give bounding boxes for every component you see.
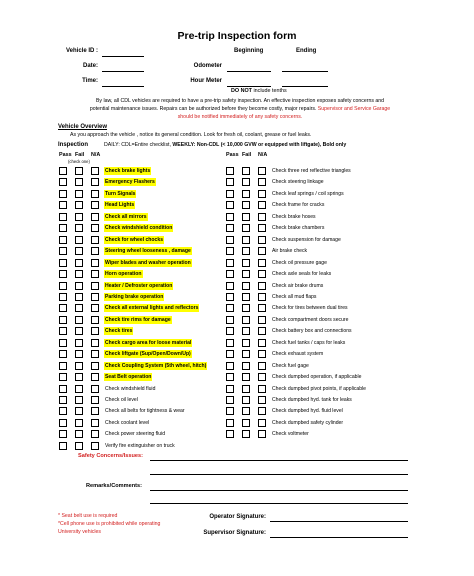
- fail-checkbox[interactable]: [75, 224, 83, 232]
- na-checkbox[interactable]: [258, 373, 266, 381]
- pass-checkbox[interactable]: [59, 282, 67, 290]
- checklist-item-label: Check all mud flaps: [272, 293, 317, 300]
- fail-checkbox[interactable]: [75, 419, 83, 427]
- pass-checkbox[interactable]: [59, 236, 67, 244]
- na-checkbox[interactable]: [258, 430, 266, 438]
- fail-checkbox[interactable]: [75, 430, 83, 438]
- fail-checkbox[interactable]: [75, 259, 83, 267]
- fail-checkbox[interactable]: [242, 190, 250, 198]
- checklist-item-label: Check fuel tanks / caps for leaks: [272, 339, 346, 346]
- na-checkbox[interactable]: [91, 293, 99, 301]
- pass-checkbox[interactable]: [59, 270, 67, 278]
- na-checkbox[interactable]: [258, 201, 266, 209]
- pass-checkbox[interactable]: [226, 259, 234, 267]
- footer-notes: [58, 512, 160, 536]
- fail-checkbox[interactable]: [242, 419, 250, 427]
- na-checkbox[interactable]: [258, 259, 266, 267]
- vehicle-overview-text: As you approach the vehicle , notice its general condition. Look for fresh oil, coolant, grease or fuel leaks.: [70, 132, 312, 138]
- na-checkbox[interactable]: [91, 178, 99, 186]
- checklist-item-label: Check all external lights and reflectors: [105, 305, 199, 312]
- supervisor-signature-label: Supervisor Signature:: [203, 530, 266, 536]
- pass-checkbox[interactable]: [226, 316, 234, 324]
- na-checkbox[interactable]: [91, 270, 99, 278]
- fail-checkbox[interactable]: [242, 201, 250, 209]
- fail-checkbox[interactable]: [242, 362, 250, 370]
- fail-header-left: Fail: [75, 152, 85, 158]
- fail-checkbox[interactable]: [242, 259, 250, 267]
- ending-label: Ending: [296, 48, 317, 54]
- intro-line-3: should be notified immediately of any safety concerns.: [177, 114, 303, 120]
- na-checkbox[interactable]: [258, 385, 266, 393]
- remarks-label: Remarks/Comments:: [86, 483, 142, 489]
- pass-checkbox[interactable]: [226, 270, 234, 278]
- pass-checkbox[interactable]: [226, 373, 234, 381]
- pass-checkbox[interactable]: [59, 316, 67, 324]
- na-checkbox[interactable]: [91, 259, 99, 267]
- na-checkbox[interactable]: [91, 419, 99, 427]
- checklist-item-label: Check windshield condition: [105, 225, 173, 232]
- na-checkbox[interactable]: [91, 190, 99, 198]
- fail-checkbox[interactable]: [75, 213, 83, 221]
- beginning-label: Beginning: [234, 48, 264, 54]
- checklist-item-label: Check coolant level: [105, 419, 150, 426]
- fail-checkbox[interactable]: [75, 396, 83, 404]
- na-checkbox[interactable]: [258, 304, 266, 312]
- fail-checkbox[interactable]: [242, 385, 250, 393]
- pass-checkbox[interactable]: [226, 339, 234, 347]
- checklist-item-label: Check for wheel chocks: [105, 236, 164, 243]
- date-label: Date:: [82, 63, 98, 69]
- fail-checkbox[interactable]: [242, 213, 250, 221]
- intro-paragraph: [40, 97, 440, 121]
- pass-checkbox[interactable]: [59, 293, 67, 301]
- fail-checkbox[interactable]: [75, 327, 83, 335]
- na-checkbox[interactable]: [91, 213, 99, 221]
- pass-checkbox[interactable]: [59, 304, 67, 312]
- time-field[interactable]: [102, 86, 144, 87]
- fail-checkbox[interactable]: [242, 282, 250, 290]
- na-checkbox[interactable]: [91, 396, 99, 404]
- na-checkbox[interactable]: [258, 407, 266, 415]
- odometer-ending-field[interactable]: [282, 71, 328, 72]
- fail-checkbox[interactable]: [242, 270, 250, 278]
- hour-meter-ending-field[interactable]: [282, 86, 328, 87]
- checklist-item-label: Verify fire extinguisher on truck: [105, 442, 175, 449]
- page-title: Pre-trip Inspection form: [177, 30, 297, 42]
- na-checkbox[interactable]: [258, 316, 266, 324]
- pass-checkbox[interactable]: [59, 247, 67, 255]
- fail-checkbox[interactable]: [75, 385, 83, 393]
- na-checkbox[interactable]: [258, 327, 266, 335]
- pass-checkbox[interactable]: [59, 178, 67, 186]
- fail-checkbox[interactable]: [75, 167, 83, 175]
- safety-concerns-label: Safety Concerns/Issues:: [78, 453, 143, 459]
- seat-belt-note: * Seat belt use is required: [58, 513, 118, 519]
- safety-concerns-line-2[interactable]: [150, 474, 408, 475]
- pass-checkbox[interactable]: [59, 396, 67, 404]
- pass-checkbox[interactable]: [226, 224, 234, 232]
- odometer-beginning-field[interactable]: [227, 71, 271, 72]
- na-checkbox[interactable]: [91, 224, 99, 232]
- fail-checkbox[interactable]: [75, 350, 83, 358]
- fail-checkbox[interactable]: [75, 339, 83, 347]
- pass-checkbox[interactable]: [59, 362, 67, 370]
- na-checkbox[interactable]: [91, 282, 99, 290]
- university-vehicles-note: University vehicles: [58, 529, 101, 535]
- checklist-item-label: Check fuel gage: [272, 362, 309, 369]
- na-checkbox[interactable]: [258, 247, 266, 255]
- checklist-item-label: Horn operation: [105, 271, 142, 278]
- intro-line-1: By law, all CDL vehicles are required to have a pre-trip safety inspection. An effective inspection exposes safety concerns and: [95, 98, 385, 104]
- pass-checkbox[interactable]: [59, 213, 67, 221]
- pass-checkbox[interactable]: [59, 167, 67, 175]
- na-checkbox[interactable]: [258, 236, 266, 244]
- fail-checkbox[interactable]: [242, 304, 250, 312]
- checklist-item-label: Wiper blades and washer operation: [105, 259, 191, 266]
- checklist-item-label: Check tire rims for damage: [105, 316, 171, 323]
- odometer-label: Odometer: [193, 63, 222, 69]
- tenths-note: DO NOT include tenths: [231, 88, 287, 94]
- remarks-line-1[interactable]: [150, 490, 408, 491]
- na-checkbox[interactable]: [91, 316, 99, 324]
- fail-checkbox[interactable]: [75, 270, 83, 278]
- pass-checkbox[interactable]: [226, 396, 234, 404]
- fail-checkbox[interactable]: [242, 293, 250, 301]
- na-checkbox[interactable]: [91, 201, 99, 209]
- pass-checkbox[interactable]: [59, 190, 67, 198]
- na-checkbox[interactable]: [258, 350, 266, 358]
- fail-checkbox[interactable]: [242, 373, 250, 381]
- pass-checkbox[interactable]: [226, 178, 234, 186]
- pass-checkbox[interactable]: [226, 350, 234, 358]
- fail-checkbox[interactable]: [242, 396, 250, 404]
- checklist-item-label: Check leaf springs / coil springs: [272, 190, 344, 197]
- pass-checkbox[interactable]: [59, 385, 67, 393]
- checklist-item-label: Check battery box and connections: [272, 328, 352, 335]
- pass-checkbox[interactable]: [226, 419, 234, 427]
- fail-checkbox[interactable]: [75, 362, 83, 370]
- na-checkbox[interactable]: [91, 385, 99, 393]
- checklist-item-label: Check exhaust system: [272, 351, 324, 358]
- na-checkbox[interactable]: [258, 167, 266, 175]
- fail-header-right: Fail: [242, 152, 252, 158]
- checklist-item-label: Check all mirrors: [105, 213, 147, 220]
- checklist-item-label: Seat Belt operation: [105, 374, 152, 381]
- checklist-item-label: Check dumpbed pivot points, if applicable: [272, 385, 367, 392]
- checklist-item-label: Air brake check: [272, 248, 308, 255]
- cell-phone-note: *Cell phone use is prohibited while operating: [58, 521, 161, 527]
- fail-checkbox[interactable]: [75, 247, 83, 255]
- fail-checkbox[interactable]: [242, 430, 250, 438]
- checklist-item-label: Check all belts for tightness & wear: [105, 408, 185, 415]
- pass-checkbox[interactable]: [226, 247, 234, 255]
- na-checkbox[interactable]: [258, 213, 266, 221]
- pass-checkbox[interactable]: [59, 259, 67, 267]
- fail-checkbox[interactable]: [75, 282, 83, 290]
- pass-checkbox[interactable]: [59, 419, 67, 427]
- fail-checkbox[interactable]: [242, 327, 250, 335]
- checklist-item-label: Check dumpbed safety cylinder: [272, 419, 344, 426]
- fail-checkbox[interactable]: [242, 407, 250, 415]
- supervisor-signature-field[interactable]: [270, 537, 408, 538]
- checklist-item-label: Check liftgate (Sup/Open/Down/Up): [105, 351, 191, 358]
- fail-checkbox[interactable]: [242, 167, 250, 175]
- pass-checkbox[interactable]: [226, 362, 234, 370]
- na-checkbox[interactable]: [258, 419, 266, 427]
- checklist-item-label: Check oil pressure gage: [272, 259, 327, 266]
- pass-checkbox[interactable]: [59, 350, 67, 358]
- inspection-instructions: DAILY: CDL=Entire checklist, WEEKLY: Non-CDL (< 10,000 GVW or equipped with liftgate), Bold only: [104, 142, 347, 148]
- na-checkbox[interactable]: [258, 178, 266, 186]
- checklist-item-label: Check axle seals for leaks: [272, 271, 332, 278]
- fail-checkbox[interactable]: [242, 350, 250, 358]
- checklist-item-label: Turn Signals: [105, 190, 136, 197]
- checklist-item-label: Check power steering fluid: [105, 431, 166, 438]
- pass-checkbox[interactable]: [226, 190, 234, 198]
- fail-checkbox[interactable]: [75, 407, 83, 415]
- pass-checkbox[interactable]: [226, 167, 234, 175]
- na-checkbox[interactable]: [258, 190, 266, 198]
- pass-checkbox[interactable]: [226, 293, 234, 301]
- pass-checkbox[interactable]: [226, 430, 234, 438]
- checklist-item-label: Check brake lights: [105, 168, 151, 174]
- pass-checkbox[interactable]: [226, 201, 234, 209]
- checklist-item-label: Check air brake drums: [272, 282, 324, 289]
- pass-checkbox[interactable]: [59, 224, 67, 232]
- vehicle-id-field[interactable]: [102, 56, 144, 57]
- checklist-item-label: Steering wheel looseness , damage: [105, 248, 191, 255]
- checklist-item-label: Check suspension for damage: [272, 236, 341, 243]
- na-checkbox[interactable]: [91, 304, 99, 312]
- check-one-note: (check one): [68, 159, 90, 164]
- pass-checkbox[interactable]: [226, 236, 234, 244]
- pass-checkbox[interactable]: [59, 407, 67, 415]
- pass-checkbox[interactable]: [59, 201, 67, 209]
- pass-checkbox[interactable]: [226, 282, 234, 290]
- checklist-item-label: Check tires: [105, 328, 133, 335]
- operator-signature-label: Operator Signature:: [209, 514, 266, 520]
- pass-checkbox[interactable]: [226, 213, 234, 221]
- checklist-item-label: Check dumpbed hyd. tank for leaks: [272, 397, 352, 403]
- na-checkbox[interactable]: [258, 293, 266, 301]
- na-checkbox[interactable]: [258, 224, 266, 232]
- pass-checkbox[interactable]: [226, 304, 234, 312]
- na-header-left: N/A: [91, 152, 101, 158]
- remarks-line-2[interactable]: [150, 503, 408, 504]
- na-checkbox[interactable]: [258, 282, 266, 290]
- fail-checkbox[interactable]: [75, 373, 83, 381]
- na-checkbox[interactable]: [258, 270, 266, 278]
- na-checkbox[interactable]: [91, 407, 99, 415]
- na-checkbox[interactable]: [258, 362, 266, 370]
- fail-checkbox[interactable]: [242, 339, 250, 347]
- na-checkbox[interactable]: [91, 167, 99, 175]
- checklist-item-label: Check steering linkage: [272, 179, 324, 186]
- checklist-item-label: Check oil level: [105, 397, 138, 403]
- checklist-item-label: Parking brake operation: [105, 293, 164, 300]
- inspection-label: Inspection: [58, 142, 89, 148]
- checklist-item-label: Check dumpbed hyd. fluid level: [272, 408, 343, 415]
- fail-checkbox[interactable]: [242, 247, 250, 255]
- pass-header-right: Pass: [226, 152, 239, 158]
- na-header-right: N/A: [258, 152, 268, 158]
- fail-checkbox[interactable]: [75, 236, 83, 244]
- checklist-item-label: Heater / Defroster operation: [105, 282, 173, 289]
- pass-checkbox[interactable]: [59, 339, 67, 347]
- checklist-item-label: Check three red reflective triangles: [272, 168, 351, 174]
- hour-meter-label: Hour Meter: [190, 78, 222, 84]
- checklist-item-label: Check voltmeter: [272, 431, 309, 438]
- na-checkbox[interactable]: [91, 430, 99, 438]
- checklist-item-label: Head Lights: [105, 202, 135, 209]
- checklist-item-label: Check frame for cracks: [272, 202, 325, 209]
- fail-checkbox[interactable]: [242, 236, 250, 244]
- fail-checkbox[interactable]: [75, 316, 83, 324]
- pass-checkbox[interactable]: [226, 407, 234, 415]
- na-checkbox[interactable]: [91, 247, 99, 255]
- date-field[interactable]: [102, 71, 144, 72]
- fail-checkbox[interactable]: [242, 316, 250, 324]
- checklist-item-label: Check windshield fluid: [105, 385, 156, 392]
- na-checkbox[interactable]: [91, 327, 99, 335]
- pass-checkbox[interactable]: [226, 327, 234, 335]
- operator-signature-field[interactable]: [270, 521, 408, 522]
- fail-checkbox[interactable]: [75, 304, 83, 312]
- checklist-item-label: Check compartment doors secure: [272, 316, 349, 323]
- na-checkbox[interactable]: [91, 339, 99, 347]
- na-checkbox[interactable]: [91, 373, 99, 381]
- vehicle-overview-heading: Vehicle Overview: [58, 124, 108, 130]
- na-checkbox[interactable]: [91, 442, 99, 450]
- fail-checkbox[interactable]: [75, 293, 83, 301]
- checklist-item-label: Check brake hoses: [272, 213, 316, 220]
- pass-checkbox[interactable]: [59, 442, 67, 450]
- na-checkbox[interactable]: [91, 350, 99, 358]
- checklist-item-label: Check cargo area for loose material: [105, 339, 192, 346]
- na-checkbox[interactable]: [91, 236, 99, 244]
- checklist-item-label: Emergency Flashers: [105, 179, 155, 186]
- checklist-item-label: Check for tires between dual tires: [272, 305, 348, 312]
- na-checkbox[interactable]: [91, 362, 99, 370]
- fail-checkbox[interactable]: [242, 224, 250, 232]
- pass-header-left: Pass: [59, 152, 72, 158]
- fail-checkbox[interactable]: [75, 201, 83, 209]
- pass-checkbox[interactable]: [226, 385, 234, 393]
- na-checkbox[interactable]: [258, 396, 266, 404]
- checklist-item-label: Check Coupling System (5th wheel, hitch): [105, 362, 207, 369]
- vehicle-id-label: Vehicle ID :: [65, 48, 98, 54]
- time-label: Time:: [82, 78, 98, 84]
- pass-checkbox[interactable]: [59, 430, 67, 438]
- checklist-item-label: Check dumpbed operation, if applicable: [272, 374, 362, 381]
- na-checkbox[interactable]: [258, 339, 266, 347]
- fail-checkbox[interactable]: [75, 442, 83, 450]
- safety-concerns-line-1[interactable]: [150, 460, 408, 461]
- pass-checkbox[interactable]: [59, 327, 67, 335]
- fail-checkbox[interactable]: [75, 178, 83, 186]
- intro-line-2: potential maintenance issues. Repairs can be authorized before they become costly, major repairs. Supervisor and Service Garage: [89, 106, 391, 112]
- fail-checkbox[interactable]: [242, 178, 250, 186]
- pass-checkbox[interactable]: [59, 373, 67, 381]
- hour-meter-beginning-field[interactable]: [227, 86, 271, 87]
- fail-checkbox[interactable]: [75, 190, 83, 198]
- checklist-item-label: Check brake chambers: [272, 225, 325, 232]
